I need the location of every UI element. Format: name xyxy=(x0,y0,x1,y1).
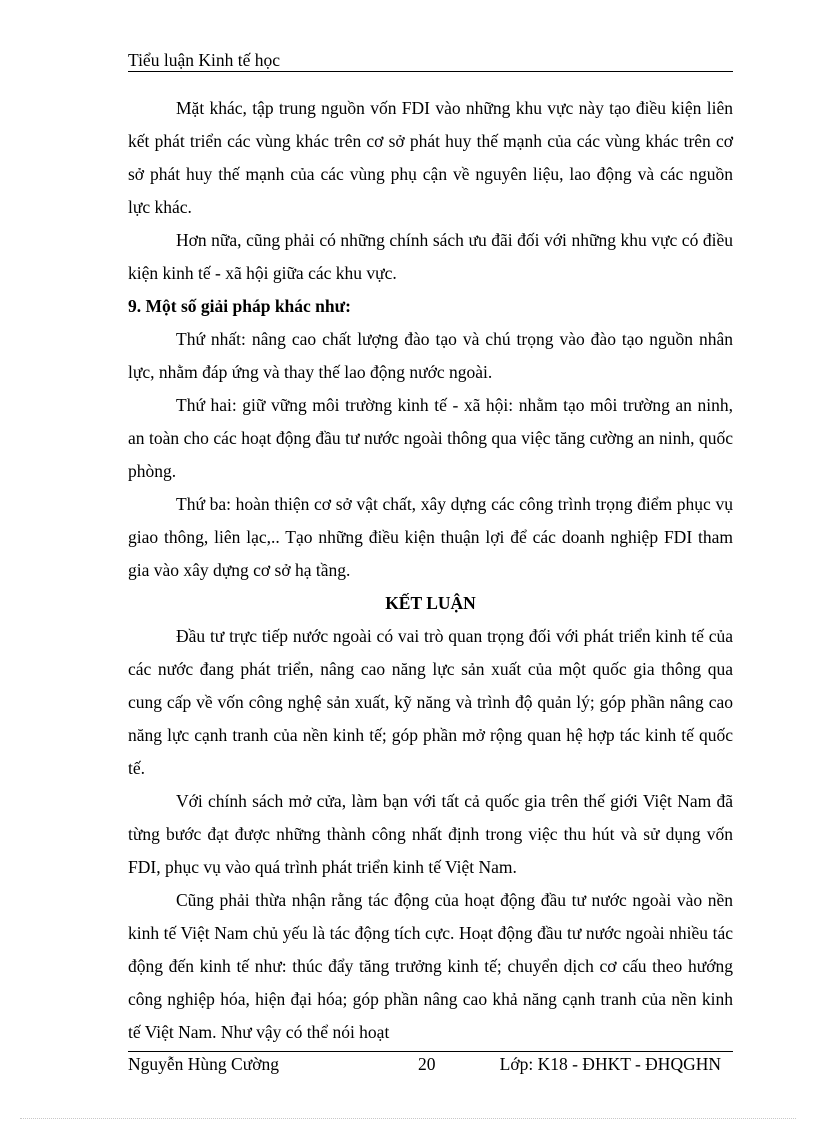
footer-author: Nguyễn Hùng Cường xyxy=(128,1054,279,1074)
footer-page-number: 20 xyxy=(418,1054,436,1074)
document-body xyxy=(128,92,733,1049)
paragraph-8: Cũng phải thừa nhận rằng tác động của hoạt động đầu tư nước ngoài vào nền kinh tế Việt Nam chủ yếu là tác động tích cực. Hoạt động đầu tư nước ngoài nhiều tác động đến kinh tế như: thúc đẩy tăng trưởng kinh tế; chuyển dịch cơ cấu theo hướng công nghiệp hóa, hiện đại hóa; góp phần nâng cao khả năng cạnh tranh của nền kinh tế Việt Nam. Như vậy có thể nói hoạt xyxy=(128,890,733,1042)
paragraph-7: Với chính sách mở cửa, làm bạn với tất cả quốc gia trên thế giới Việt Nam đã từng bước đạt được những thành công nhất định trong việc thu hút và sử dụng vốn FDI, phục vụ vào quá trình phát triển kinh tế Việt Nam. xyxy=(128,791,733,877)
paragraph-5: Thứ ba: hoàn thiện cơ sở vật chất, xây dựng các công trình trọng điểm phục vụ giao thông, liên lạc,.. Tạo những điều kiện thuận lợi để các doanh nghiệp FDI tham gia vào xây dựng cơ sở hạ tầng. xyxy=(128,494,733,580)
paragraph-2: Hơn nữa, cũng phải có những chính sách ưu đãi đối với những khu vực có điều kiện kinh tế - xã hội giữa các khu vực. xyxy=(128,230,733,283)
page-header-title: Tiểu luận Kinh tế học xyxy=(128,50,280,70)
footer-rule xyxy=(128,1051,733,1052)
paragraph-3: Thứ nhất: nâng cao chất lượng đào tạo và chú trọng vào đào tạo nguồn nhân lực, nhằm đáp ứng và thay thế lao động nước ngoài. xyxy=(128,329,733,382)
paragraph-6: Đầu tư trực tiếp nước ngoài có vai trò quan trọng đối với phát triển kinh tế của các nước đang phát triển, nâng cao năng lực sản xuất của một quốc gia thông qua cung cấp về vốn công nghệ sản xuất, kỹ năng và trình độ quản lý; góp phần nâng cao năng lực cạnh tranh của nền kinh tế; góp phần mở rộng quan hệ hợp tác kinh tế quốc tế. xyxy=(128,626,733,778)
section-heading-9: 9. Một số giải pháp khác như: xyxy=(128,296,351,316)
header-rule xyxy=(128,71,733,72)
paragraph-4: Thứ hai: giữ vững môi trường kinh tế - xã hội: nhằm tạo môi trường an ninh, an toàn cho các hoạt động đầu tư nước ngoài thông qua việc tăng cường an ninh, quốc phòng. xyxy=(128,395,733,481)
conclusion-heading: KẾT LUẬN xyxy=(385,593,476,613)
page-bottom-border xyxy=(20,1118,796,1119)
paragraph-1: Mặt khác, tập trung nguồn vốn FDI vào những khu vực này tạo điều kiện liên kết phát triển các vùng khác trên cơ sở phát huy thế mạnh của các vùng khác trên cơ sở phát huy thế mạnh của các vùng phụ cận về nguyên liệu, lao động và các nguồn lực khác. xyxy=(128,98,733,217)
footer-class-info: Lớp: K18 - ĐHKT - ĐHQGHN xyxy=(499,1054,721,1074)
